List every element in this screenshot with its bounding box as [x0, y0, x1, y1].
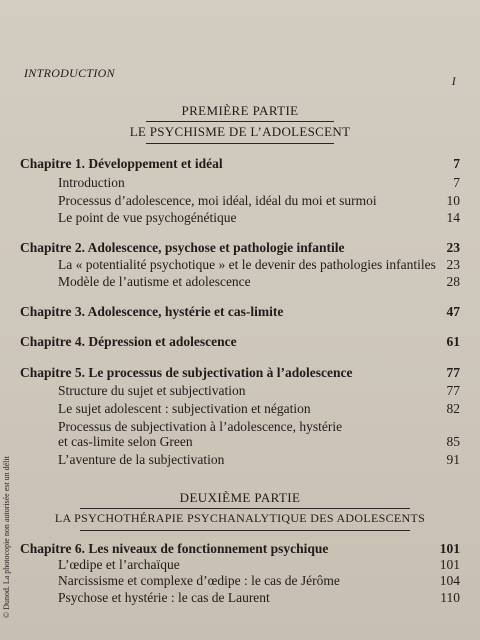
entry-page: 28 — [446, 274, 460, 289]
entry-page: 82 — [446, 401, 460, 416]
introduction-line — [24, 66, 456, 88]
part1-rule-top — [146, 121, 334, 122]
chapter-row — [20, 239, 460, 257]
entry-page: 110 — [440, 590, 460, 605]
entry-page: 14 — [446, 210, 460, 225]
toc-entry — [20, 174, 460, 192]
chapter-page: 77 — [446, 365, 460, 380]
part2-title: DEUXIÈME PARTIE — [179, 490, 301, 505]
entry-title: La « potentialité psychotique » et le devenir des pathologies infantiles — [58, 257, 436, 272]
toc-entry — [20, 273, 460, 291]
toc-entry — [20, 192, 460, 210]
toc-entry — [20, 572, 460, 590]
entry-title: Introduction — [58, 175, 125, 190]
entry-title: Narcissisme et complexe d’œdipe : le cas de Jérôme — [58, 573, 340, 588]
entry-title: L’œdipe et l’archaïque — [58, 557, 180, 572]
chapter-row — [20, 364, 460, 382]
entry-page: 85 — [446, 434, 460, 449]
part2-rule-bottom — [80, 530, 410, 531]
entry-page: 104 — [439, 573, 460, 588]
entry-page: 23 — [446, 257, 460, 272]
chapter-title: Chapitre 4. Dépression et adolescence — [20, 334, 237, 349]
chapter-title: Chapitre 5. Le processus de subjectivation à l’adolescence — [20, 365, 353, 380]
entry-page: 77 — [446, 383, 460, 398]
chapter-title: Chapitre 3. Adolescence, hystérie et cas-limite — [20, 304, 284, 319]
chapter-row — [20, 155, 460, 173]
part1-rule-bottom — [146, 143, 334, 144]
entry-title: Structure du sujet et subjectivation — [58, 383, 246, 398]
chapter-page: 23 — [446, 240, 460, 255]
chapter-page: 7 — [453, 156, 460, 171]
chapter-title: Chapitre 2. Adolescence, psychose et pathologie infantile — [20, 240, 345, 255]
part2-rule-top — [80, 508, 410, 509]
toc-entry — [20, 589, 460, 607]
copyright-notice: © Dunod. La photocopie non autorisée est un délit — [2, 456, 11, 618]
part1-title: PREMIÈRE PARTIE — [181, 103, 299, 118]
toc-entry — [20, 451, 460, 469]
entry-title: Psychose et hystérie : le cas de Laurent — [58, 590, 270, 605]
entry-title: Processus de subjectivation à l’adolescence, hystérie — [58, 419, 343, 434]
toc-entry — [20, 256, 460, 274]
toc-entry — [20, 382, 460, 400]
entry-page: 10 — [446, 193, 460, 208]
chapter-page: 61 — [446, 334, 460, 349]
chapter-page: 47 — [446, 304, 460, 319]
entry-page: 7 — [453, 175, 460, 190]
entry-title: Processus d’adolescence, moi idéal, idéal du moi et surmoi — [58, 193, 377, 208]
entry-title: Modèle de l’autisme et adolescence — [58, 274, 251, 289]
entry-page: 101 — [439, 557, 460, 572]
chapter-row — [20, 333, 460, 351]
toc-entry — [20, 209, 460, 227]
entry-page: 91 — [446, 452, 460, 467]
entry-title: L’aventure de la subjectivation — [58, 452, 225, 467]
entry-title: Le point de vue psychogénétique — [58, 210, 237, 225]
toc-entry — [20, 400, 460, 418]
entry-title: Le sujet adolescent : subjectivation et négation — [58, 401, 311, 416]
part2-subtitle: LA PSYCHOTHÉRAPIE PSYCHANALYTIQUE DES ADOLESCENTS — [54, 511, 426, 525]
chapter-page: 101 — [439, 541, 460, 556]
entry-title: et cas-limite selon Green — [58, 434, 193, 449]
chapter-row — [20, 303, 460, 321]
toc-entry — [20, 433, 460, 451]
chapter-title: Chapitre 6. Les niveaux de fonctionnement psychique — [20, 541, 329, 556]
introduction-page: I — [451, 74, 456, 88]
chapter-title: Chapitre 1. Développement et idéal — [20, 156, 223, 171]
introduction-label: INTRODUCTION — [24, 66, 115, 80]
part1-subtitle: LE PSYCHISME DE L’ADOLESCENT — [129, 124, 351, 139]
